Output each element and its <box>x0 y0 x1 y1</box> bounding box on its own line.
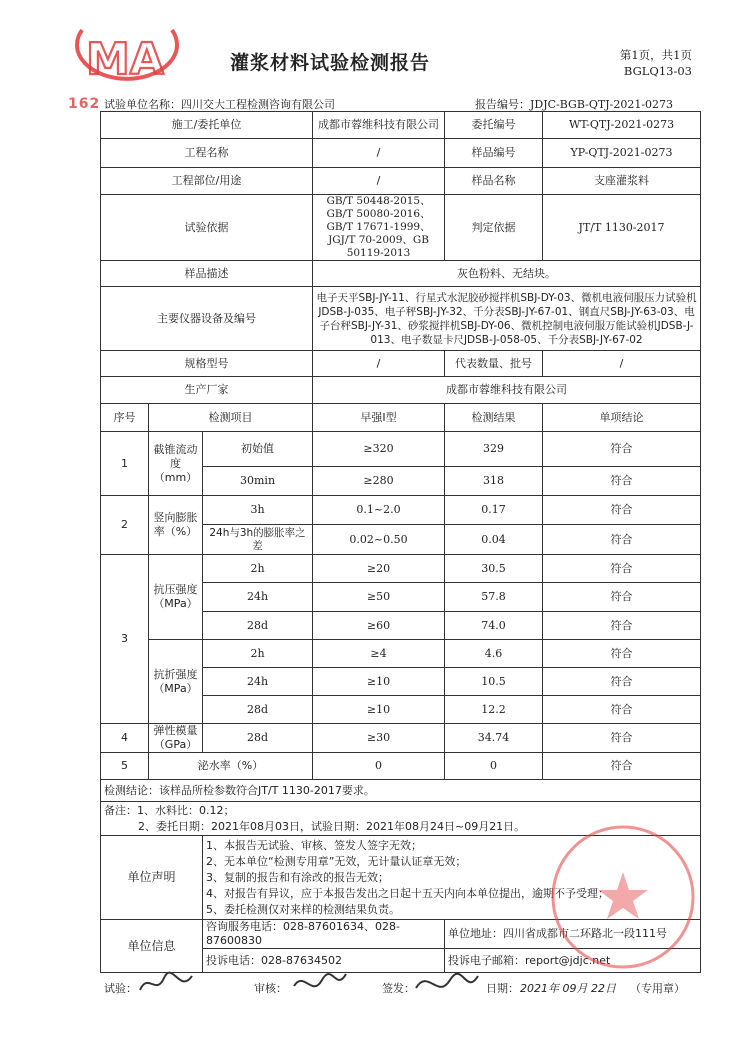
row-val: 57.8 <box>445 583 543 612</box>
row-val: 34.74 <box>445 724 543 753</box>
row-val: 4.6 <box>445 640 543 668</box>
page-count: 第1页，共1页 <box>619 48 692 62</box>
row-no: 4 <box>101 724 149 753</box>
row-req: ≥20 <box>313 555 445 583</box>
row-con: 符合 <box>543 724 701 753</box>
row-sub: 24h与3h的膨胀率之差 <box>203 525 313 555</box>
issue-signature <box>412 966 482 1002</box>
part-value: / <box>313 168 445 195</box>
report-number-label: 报告编号： <box>475 98 530 111</box>
commission-label: 委托编号 <box>445 112 543 139</box>
complaint-phone: 投诉电话：028-87634502 <box>203 949 445 973</box>
model-value: / <box>313 351 445 377</box>
row-sub: 28d <box>203 696 313 724</box>
row-req: 0.1~2.0 <box>313 496 445 525</box>
row-req: ≥10 <box>313 696 445 724</box>
report-number <box>475 96 673 112</box>
project-label: 工程名称 <box>101 139 313 168</box>
row-con: 符合 <box>543 668 701 696</box>
judge-label: 判定依据 <box>445 195 543 261</box>
row-no: 5 <box>101 753 149 780</box>
signature-row <box>100 974 700 1004</box>
project-value: / <box>313 139 445 168</box>
row-req: ≥50 <box>313 583 445 612</box>
row-sub: 2h <box>203 555 313 583</box>
review-label: 审核： <box>254 982 287 995</box>
row-no: 1 <box>101 432 149 496</box>
row-val: 0.17 <box>445 496 543 525</box>
row-sub: 28d <box>203 724 313 753</box>
header-req: 早强Ⅰ型 <box>313 404 445 432</box>
address: 单位地址：四川省成都市二环路北一段111号 <box>445 920 701 949</box>
row-con: 符合 <box>543 612 701 640</box>
row-req: ≥30 <box>313 724 445 753</box>
svg-text:MA: MA <box>86 34 164 85</box>
row-con: 符合 <box>543 467 701 496</box>
row-item: 抗压强度（MPa） <box>149 555 203 640</box>
row-val: 12.2 <box>445 696 543 724</box>
remarks <box>101 802 701 836</box>
statement-item: 5、委托检测仅对来样的检测结果负责。 <box>206 902 400 916</box>
table-row <box>101 640 701 668</box>
row-con: 符合 <box>543 753 701 780</box>
test-label: 试验： <box>104 982 137 995</box>
testing-unit-name: 四川交大工程检测咨询有限公司 <box>181 98 335 111</box>
conclusion: 检测结论：该样品所检参数符合JT/T 1130-2017要求。 <box>101 780 701 802</box>
table-row <box>101 496 701 525</box>
equip-label: 主要仪器设备及编号 <box>101 287 313 351</box>
issue-label: 签发： <box>382 982 415 995</box>
statement-item: 3、复制的报告和有涂改的报告无效； <box>206 870 389 884</box>
part-label: 工程部位/用途 <box>101 168 313 195</box>
header-result: 检测结果 <box>445 404 543 432</box>
row-req: 0 <box>313 753 445 780</box>
unit-info-label: 单位信息 <box>101 920 203 973</box>
header-no: 序号 <box>101 404 149 432</box>
client-value: 成都市蓉维科技有限公司 <box>313 112 445 139</box>
row-val: 30.5 <box>445 555 543 583</box>
row-con: 符合 <box>543 640 701 668</box>
qty-value: / <box>543 351 701 377</box>
header-conclusion: 单项结论 <box>543 404 701 432</box>
maker-value: 成都市蓉维科技有限公司 <box>313 377 701 404</box>
row-req: ≥4 <box>313 640 445 668</box>
row-con: 符合 <box>543 555 701 583</box>
row-item: 泌水率（%） <box>149 753 313 780</box>
remark-line-1: 备注：1、水料比：0.12； <box>104 803 235 817</box>
sample-no-value: YP-QTJ-2021-0273 <box>543 139 701 168</box>
qty-label: 代表数量、批号 <box>445 351 543 377</box>
report-table <box>100 111 701 973</box>
sample-no-label: 样品编号 <box>445 139 543 168</box>
statement-item: 1、本报告无试验、审核、签发人签字无效； <box>206 838 422 852</box>
row-con: 符合 <box>543 432 701 467</box>
row-req: 0.02~0.50 <box>313 525 445 555</box>
row-req: ≥10 <box>313 668 445 696</box>
table-row <box>101 555 701 583</box>
row-val: 10.5 <box>445 668 543 696</box>
row-val: 74.0 <box>445 612 543 640</box>
row-item: 抗折强度（MPa） <box>149 640 203 724</box>
row-con: 符合 <box>543 525 701 555</box>
row-item: 截锥流动度（mm） <box>149 432 203 496</box>
statement-list <box>203 836 701 920</box>
row-con: 符合 <box>543 496 701 525</box>
maker-label: 生产厂家 <box>101 377 313 404</box>
form-code: BGLQ13-03 <box>623 64 692 78</box>
row-req: ≥280 <box>313 467 445 496</box>
row-no: 3 <box>101 555 149 724</box>
model-label: 规格型号 <box>101 351 313 377</box>
judge-value: JT/T 1130-2017 <box>543 195 701 261</box>
row-con: 符合 <box>543 583 701 612</box>
testing-unit-label: 试验单位名称： <box>104 98 181 111</box>
table-row <box>101 753 701 780</box>
testing-unit <box>104 96 335 112</box>
sample-name-label: 样品名称 <box>445 168 543 195</box>
table-row <box>101 432 701 467</box>
row-con: 符合 <box>543 696 701 724</box>
table-row <box>101 724 701 753</box>
statement-item: 2、无本单位“检测专用章”无效，无计量认证章无效； <box>206 854 467 868</box>
row-val: 318 <box>445 467 543 496</box>
basis-value: GB/T 50448-2015、GB/T 50080-2016、GB/T 17671-1999、JGJ/T 70-2009、GB 50119-2013 <box>313 195 445 261</box>
test-signature <box>136 966 196 1002</box>
report-title: 灌浆材料试验检测报告 <box>230 52 431 74</box>
row-item: 弹性模量（GPa） <box>149 724 203 753</box>
equip-value: 电子天平SBJ-JY-11、行星式水泥胶砂搅拌机SBJ-DY-03、微机电液伺服压力试验机JDSB-J-035、电子秤SBJ-JY-32、千分表SBJ-JY-67-01、钢直尺SBJ-JY-63-03、电子台秤SBJ-JY-31、砂浆搅拌机SBJ-DY-06、微机控制电液伺服万能试验机JDSB-J-013、电子数显卡尺JDSB-J-058-05、千分表SBJ-JY-67-02 <box>313 287 701 351</box>
ma-certification-logo <box>68 22 186 96</box>
statement-label: 单位声明 <box>101 836 203 920</box>
remark-line-2: 2、委托日期：2021年08月03日，试验日期：2021年08月24日~09月21日。 <box>138 819 526 833</box>
header-item: 检测项目 <box>149 404 313 432</box>
commission-value: WT-QTJ-2021-0273 <box>543 112 701 139</box>
desc-label: 样品描述 <box>101 261 313 287</box>
row-sub: 初始值 <box>203 432 313 467</box>
date-value: 2021年 09月 22日 <box>520 982 616 995</box>
desc-value: 灰色粉料、无结块。 <box>313 261 701 287</box>
row-req: ≥60 <box>313 612 445 640</box>
date-label: 日期： <box>486 982 519 995</box>
seal-note: （专用章） <box>630 982 685 995</box>
row-req: ≥320 <box>313 432 445 467</box>
row-val: 0.04 <box>445 525 543 555</box>
row-sub: 3h <box>203 496 313 525</box>
row-sub: 2h <box>203 640 313 668</box>
sample-name-value: 支座灌浆料 <box>543 168 701 195</box>
row-val: 0 <box>445 753 543 780</box>
ma-number: 162 <box>68 96 101 112</box>
client-label: 施工/委托单位 <box>101 112 313 139</box>
basis-label: 试验依据 <box>101 195 313 261</box>
row-sub: 30min <box>203 467 313 496</box>
report-number-value: JDJC-BGB-QTJ-2021-0273 <box>530 98 674 111</box>
row-sub: 28d <box>203 612 313 640</box>
page-info <box>620 47 692 79</box>
review-signature <box>290 966 350 1002</box>
complaint-email: 投诉电子邮箱：report@jdjc.net <box>445 949 701 973</box>
row-no: 2 <box>101 496 149 555</box>
row-val: 329 <box>445 432 543 467</box>
row-sub: 24h <box>203 668 313 696</box>
statement-item: 4、对报告有异议，应于本报告发出之日起十五天内向本单位提出，逾期不予受理； <box>206 886 609 900</box>
hotline: 咨询服务电话：028-87601634、028-87600830 <box>203 920 445 949</box>
row-sub: 24h <box>203 583 313 612</box>
row-item: 竖向膨胀率（%） <box>149 496 203 555</box>
